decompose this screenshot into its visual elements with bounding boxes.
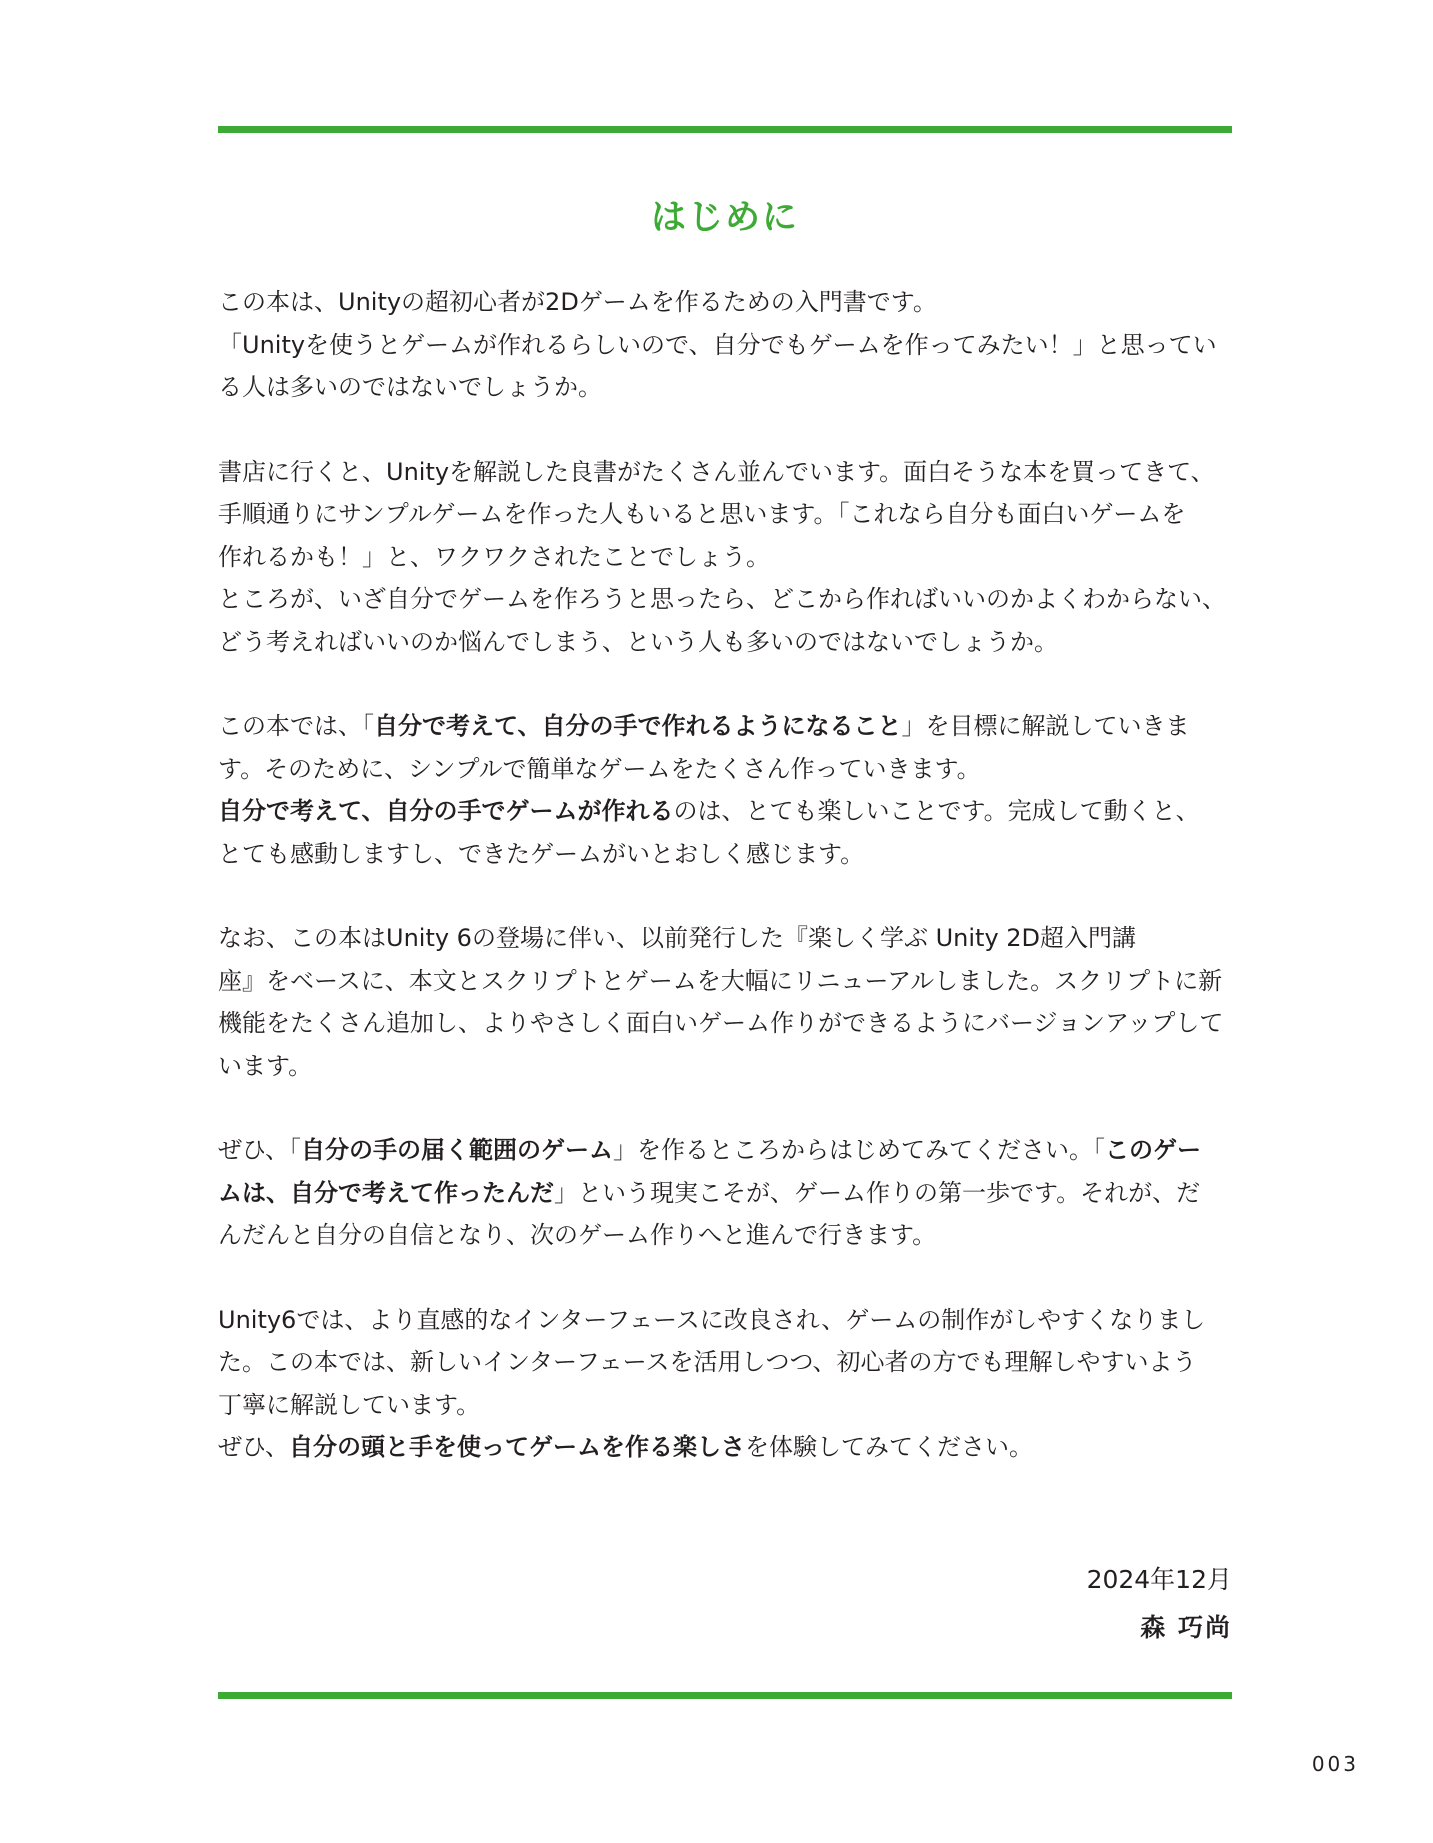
emphasis-text: このゲー	[1105, 1136, 1202, 1164]
text-segment: を体験してみてください。	[745, 1433, 1034, 1461]
text-segment: 」を作るところからはじめてみてください。「	[613, 1136, 1106, 1164]
text-segment: 機能をたくさん追加し、よりやさしく面白いゲーム作りができるようにバージョンアップして	[218, 1009, 1224, 1037]
text-line	[218, 621, 1232, 664]
text-line	[218, 790, 1232, 833]
page-title: はじめに	[650, 198, 799, 238]
text-line	[218, 1214, 1232, 1257]
text-segment: います。	[218, 1051, 313, 1080]
text-line	[218, 833, 1232, 876]
text-line	[218, 578, 1232, 621]
signature-author: 森 巧尚	[1140, 1613, 1232, 1642]
text-segment: 丁寧に解説しています。	[218, 1390, 481, 1419]
text-segment: 」を目標に解説していきま	[901, 712, 1190, 740]
signature	[218, 1556, 1232, 1652]
paragraph	[218, 1129, 1232, 1257]
text-segment: 書店に行くと、Unityを解説した良書がたくさん並んでいます。面白そうな本を買ってきて、	[218, 457, 1215, 486]
text-line	[218, 366, 1232, 409]
emphasis-text: 自分で考えて、自分の手でゲームが作れる	[218, 797, 674, 825]
text-segment: この本は、Unityの超初心者が2Dゲームを作るための入門書です。	[218, 288, 937, 316]
paragraph	[218, 917, 1232, 1087]
signature-date: 2024年12月	[1086, 1565, 1232, 1594]
text-line	[218, 281, 1232, 324]
text-line	[218, 1045, 1232, 1088]
text-segment: 手順通りにサンプルゲームを作った人もいると思います。「これなら自分も面白いゲームを	[218, 500, 1186, 528]
text-line	[218, 1129, 1232, 1172]
text-segment: ぜひ、「	[218, 1136, 302, 1164]
text-line	[218, 536, 1232, 579]
paragraph	[218, 451, 1232, 664]
text-line	[218, 748, 1232, 791]
text-segment: なお、この本はUnity 6の登場に伴い、以前発行した『楽しく学ぶ Unity 2D超入門講	[218, 924, 1137, 952]
text-line	[218, 324, 1232, 367]
text-line	[218, 960, 1232, 1003]
text-line	[218, 1172, 1232, 1215]
text-segment: 」という現実こそが、ゲーム作りの第一歩です。それが、だ	[554, 1178, 1201, 1207]
paragraph	[218, 1299, 1232, 1469]
text-segment: この本では、「	[218, 712, 374, 740]
text-segment: 座』をベースに、本文とスクリプトとゲームを大幅にリニューアルしました。スクリプトに新	[218, 966, 1223, 995]
text-line	[218, 1299, 1232, 1342]
emphasis-text: 自分の頭と手を使ってゲームを作る楽しさ	[289, 1433, 746, 1461]
text-line	[218, 917, 1232, 960]
text-line	[218, 1384, 1232, 1427]
top-rule	[218, 126, 1232, 133]
emphasis-text: 自分の手の届く範囲のゲーム	[301, 1136, 614, 1164]
text-segment: す。そのために、シンプルで簡単なゲームをたくさん作っていきます。	[218, 754, 981, 783]
text-line	[218, 493, 1232, 536]
text-line	[218, 705, 1232, 748]
emphasis-text: ムは、自分で考えて作ったんだ	[218, 1178, 554, 1207]
page-number: 003	[1311, 1752, 1359, 1776]
paragraph	[218, 705, 1232, 875]
text-segment: ぜひ、	[218, 1433, 290, 1461]
paragraph	[218, 281, 1232, 409]
body-text	[218, 281, 1232, 1511]
text-segment: Unity6では、より直感的なインターフェースに改良され、ゲームの制作がしやすくなりまし	[218, 1305, 1206, 1334]
text-segment: 作れるかも！」と、ワクワクされたことでしょう。	[218, 542, 770, 571]
text-segment: どう考えればいいのか悩んでしまう、という人も多いのではないでしょうか。	[218, 627, 1058, 656]
text-line	[218, 1341, 1232, 1384]
text-segment: んだんと自分の自信となり、次のゲーム作りへと進んで行きます。	[218, 1221, 937, 1249]
text-segment: た。この本では、新しいインターフェースを活用しつつ、初心者の方でも理解しやすいよう	[218, 1348, 1197, 1376]
text-segment: ところが、いざ自分でゲームを作ろうと思ったら、どこから作ればいいのかよくわからない、	[218, 585, 1226, 613]
text-line	[218, 1002, 1232, 1045]
text-segment: のは、とても楽しいことです。完成して動くと、	[673, 797, 1200, 825]
text-segment: 「Unityを使うとゲームが作れるらしいので、自分でもゲームを作ってみたい！」と思ってい	[218, 330, 1217, 359]
text-segment: る人は多いのではないでしょうか。	[218, 373, 602, 401]
bottom-rule	[218, 1692, 1232, 1699]
emphasis-text: 自分で考えて、自分の手で作れるようになること	[374, 712, 902, 740]
text-line	[218, 451, 1232, 494]
text-line	[218, 1426, 1232, 1469]
text-segment: とても感動しますし、できたゲームがいとおしく感じます。	[218, 839, 865, 868]
